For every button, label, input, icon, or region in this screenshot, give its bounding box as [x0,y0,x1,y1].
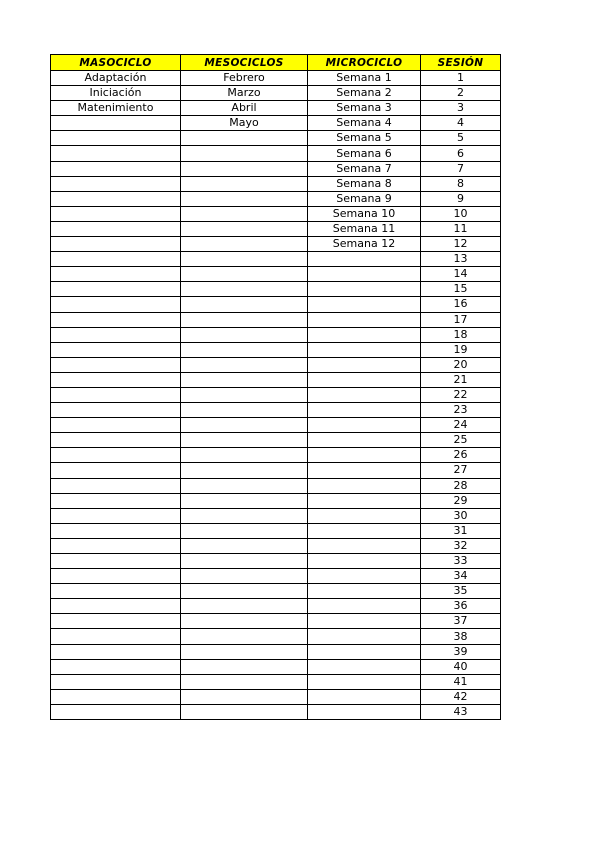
cell-mesociclo[interactable] [181,569,308,584]
cell-macrociclo[interactable] [51,252,181,267]
cell-microciclo[interactable] [308,689,421,704]
cell-microciclo[interactable] [308,674,421,689]
cell-microciclo[interactable]: Semana 10 [308,206,421,221]
cell-macrociclo[interactable] [51,372,181,387]
cell-macrociclo[interactable] [51,131,181,146]
table-row [51,206,501,221]
cell-sesion[interactable]: 8 [421,176,501,191]
cell-mesociclo[interactable] [181,704,308,719]
cell-sesion[interactable]: 3 [421,101,501,116]
table-row [51,71,501,86]
cell-sesion[interactable]: 21 [421,372,501,387]
cell-microciclo[interactable] [308,644,421,659]
cell-mesociclo[interactable] [181,221,308,236]
cell-sesion[interactable]: 20 [421,357,501,372]
cell-macrociclo[interactable] [51,463,181,478]
header-mesociclos[interactable]: MESOCICLOS [181,55,308,71]
cell-mesociclo[interactable] [181,674,308,689]
cell-mesociclo[interactable]: Abril [181,101,308,116]
cell-mesociclo[interactable] [181,252,308,267]
cell-mesociclo[interactable]: Febrero [181,71,308,86]
cell-macrociclo[interactable] [51,161,181,176]
cell-microciclo[interactable] [308,508,421,523]
cell-microciclo[interactable] [308,418,421,433]
cell-mesociclo[interactable] [181,282,308,297]
cell-sesion[interactable]: 24 [421,418,501,433]
cell-microciclo[interactable] [308,252,421,267]
cell-sesion[interactable]: 35 [421,584,501,599]
cell-microciclo[interactable] [308,448,421,463]
cell-mesociclo[interactable] [181,659,308,674]
cell-microciclo[interactable] [308,463,421,478]
cell-macrociclo[interactable] [51,478,181,493]
cell-sesion[interactable]: 27 [421,463,501,478]
cell-macrociclo[interactable] [51,403,181,418]
cell-mesociclo[interactable] [181,176,308,191]
cell-macrociclo[interactable] [51,312,181,327]
table-row [51,674,501,689]
cell-macrociclo[interactable] [51,191,181,206]
cell-mesociclo[interactable] [181,523,308,538]
cell-microciclo[interactable]: Semana 1 [308,71,421,86]
cell-mesociclo[interactable] [181,508,308,523]
cell-sesion[interactable]: 13 [421,252,501,267]
table-row [51,312,501,327]
cell-macrociclo[interactable] [51,448,181,463]
table-row [51,191,501,206]
cell-macrociclo[interactable] [51,493,181,508]
table-row [51,161,501,176]
table-row [51,116,501,131]
cell-mesociclo[interactable] [181,297,308,312]
cell-macrociclo[interactable] [51,433,181,448]
cell-macrociclo[interactable] [51,569,181,584]
cell-sesion[interactable]: 28 [421,478,501,493]
cell-mesociclo[interactable] [181,433,308,448]
cell-microciclo[interactable] [308,433,421,448]
cell-macrociclo[interactable]: Matenimiento [51,101,181,116]
cell-sesion[interactable]: 43 [421,704,501,719]
planning-table [50,54,501,720]
header-microciclo[interactable]: MICROCICLO [308,55,421,71]
cell-mesociclo[interactable] [181,191,308,206]
cell-mesociclo[interactable] [181,206,308,221]
cell-macrociclo[interactable] [51,554,181,569]
cell-mesociclo[interactable] [181,372,308,387]
cell-microciclo[interactable] [308,569,421,584]
cell-mesociclo[interactable] [181,161,308,176]
cell-mesociclo[interactable] [181,599,308,614]
cell-microciclo[interactable]: Semana 6 [308,146,421,161]
table-row [51,297,501,312]
cell-macrociclo[interactable] [51,342,181,357]
table-row [51,252,501,267]
cell-microciclo[interactable]: Semana 11 [308,221,421,236]
table-row [51,448,501,463]
cell-macrociclo[interactable] [51,629,181,644]
cell-macrociclo[interactable] [51,599,181,614]
table-row [51,372,501,387]
cell-macrociclo[interactable] [51,282,181,297]
cell-macrociclo[interactable] [51,116,181,131]
table-row [51,554,501,569]
table-row [51,463,501,478]
cell-macrociclo[interactable] [51,387,181,402]
cell-sesion[interactable]: 38 [421,629,501,644]
cell-mesociclo[interactable] [181,629,308,644]
cell-mesociclo[interactable] [181,403,308,418]
cell-sesion[interactable]: 36 [421,599,501,614]
cell-microciclo[interactable] [308,554,421,569]
cell-microciclo[interactable] [308,538,421,553]
cell-macrociclo[interactable] [51,237,181,252]
table-row [51,644,501,659]
cell-sesion[interactable]: 15 [421,282,501,297]
table-row [51,523,501,538]
cell-microciclo[interactable]: Semana 2 [308,86,421,101]
cell-macrociclo[interactable] [51,206,181,221]
cell-sesion[interactable]: 25 [421,433,501,448]
cell-mesociclo[interactable] [181,131,308,146]
cell-sesion[interactable]: 42 [421,689,501,704]
cell-sesion[interactable]: 26 [421,448,501,463]
cell-mesociclo[interactable] [181,448,308,463]
cell-sesion[interactable]: 23 [421,403,501,418]
cell-microciclo[interactable] [308,493,421,508]
table-header [51,55,501,71]
table-row [51,689,501,704]
table-row [51,433,501,448]
cell-sesion[interactable]: 29 [421,493,501,508]
cell-macrociclo[interactable] [51,584,181,599]
cell-sesion[interactable]: 37 [421,614,501,629]
cell-microciclo[interactable]: Semana 3 [308,101,421,116]
cell-macrociclo[interactable] [51,146,181,161]
table-row [51,569,501,584]
cell-sesion[interactable]: 9 [421,191,501,206]
table-row [51,86,501,101]
cell-mesociclo[interactable] [181,689,308,704]
cell-macrociclo[interactable] [51,644,181,659]
cell-microciclo[interactable]: Semana 8 [308,176,421,191]
cell-microciclo[interactable] [308,372,421,387]
header-sesion[interactable]: SESIÓN [421,55,501,71]
cell-sesion[interactable]: 2 [421,86,501,101]
cell-sesion[interactable]: 34 [421,569,501,584]
cell-microciclo[interactable]: Semana 5 [308,131,421,146]
cell-sesion[interactable]: 5 [421,131,501,146]
cell-microciclo[interactable] [308,387,421,402]
table-body [51,71,501,720]
header-masociclo[interactable]: MASOCICLO [51,55,181,71]
cell-microciclo[interactable] [308,478,421,493]
table-row [51,146,501,161]
cell-mesociclo[interactable] [181,584,308,599]
cell-mesociclo[interactable] [181,146,308,161]
cell-mesociclo[interactable] [181,493,308,508]
table-row [51,101,501,116]
cell-sesion[interactable]: 32 [421,538,501,553]
cell-sesion[interactable]: 1 [421,71,501,86]
cell-macrociclo[interactable] [51,614,181,629]
cell-microciclo[interactable] [308,403,421,418]
table-row [51,221,501,236]
cell-macrociclo[interactable] [51,538,181,553]
cell-sesion[interactable]: 12 [421,237,501,252]
table-row [51,327,501,342]
table-row [51,237,501,252]
cell-macrociclo[interactable] [51,674,181,689]
cell-microciclo[interactable]: Semana 9 [308,191,421,206]
cell-microciclo[interactable] [308,327,421,342]
cell-mesociclo[interactable] [181,267,308,282]
cell-microciclo[interactable] [308,629,421,644]
table-row [51,614,501,629]
cell-sesion[interactable]: 41 [421,674,501,689]
cell-sesion[interactable]: 14 [421,267,501,282]
cell-sesion[interactable]: 22 [421,387,501,402]
cell-mesociclo[interactable] [181,554,308,569]
cell-macrociclo[interactable]: Adaptación [51,71,181,86]
table-row [51,493,501,508]
cell-macrociclo[interactable] [51,297,181,312]
header-row [51,55,501,71]
cell-microciclo[interactable] [308,584,421,599]
cell-macrociclo[interactable] [51,704,181,719]
cell-mesociclo[interactable] [181,387,308,402]
table-row [51,267,501,282]
cell-macrociclo[interactable]: Iniciación [51,86,181,101]
cell-microciclo[interactable]: Semana 12 [308,237,421,252]
cell-microciclo[interactable] [308,523,421,538]
table-row [51,403,501,418]
cell-sesion[interactable]: 6 [421,146,501,161]
table-row [51,342,501,357]
cell-microciclo[interactable] [308,704,421,719]
table-row [51,176,501,191]
cell-mesociclo[interactable]: Mayo [181,116,308,131]
cell-microciclo[interactable] [308,599,421,614]
cell-macrociclo[interactable] [51,267,181,282]
table-row [51,538,501,553]
cell-mesociclo[interactable] [181,538,308,553]
cell-sesion[interactable]: 18 [421,327,501,342]
table-row [51,584,501,599]
cell-microciclo[interactable] [308,342,421,357]
table-row [51,704,501,719]
cell-macrociclo[interactable] [51,659,181,674]
cell-sesion[interactable]: 17 [421,312,501,327]
cell-microciclo[interactable] [308,659,421,674]
table-row [51,387,501,402]
table-row [51,599,501,614]
cell-sesion[interactable]: 7 [421,161,501,176]
table-row [51,282,501,297]
cell-microciclo[interactable] [308,282,421,297]
table-row [51,659,501,674]
cell-mesociclo[interactable] [181,237,308,252]
cell-sesion[interactable]: 4 [421,116,501,131]
cell-microciclo[interactable] [308,297,421,312]
cell-macrociclo[interactable] [51,508,181,523]
cell-microciclo[interactable]: Semana 4 [308,116,421,131]
cell-macrociclo[interactable] [51,327,181,342]
cell-mesociclo[interactable] [181,418,308,433]
cell-microciclo[interactable] [308,357,421,372]
cell-mesociclo[interactable] [181,644,308,659]
cell-sesion[interactable]: 11 [421,221,501,236]
cell-macrociclo[interactable] [51,689,181,704]
table-row [51,508,501,523]
cell-sesion[interactable]: 19 [421,342,501,357]
cell-mesociclo[interactable] [181,342,308,357]
cell-microciclo[interactable]: Semana 7 [308,161,421,176]
cell-macrociclo[interactable] [51,418,181,433]
cell-mesociclo[interactable] [181,463,308,478]
cell-sesion[interactable]: 31 [421,523,501,538]
cell-sesion[interactable]: 40 [421,659,501,674]
cell-macrociclo[interactable] [51,221,181,236]
cell-mesociclo[interactable] [181,327,308,342]
cell-mesociclo[interactable] [181,357,308,372]
table-row [51,131,501,146]
cell-microciclo[interactable] [308,614,421,629]
table-row [51,357,501,372]
table-row [51,418,501,433]
cell-microciclo[interactable] [308,312,421,327]
cell-macrociclo[interactable] [51,357,181,372]
cell-microciclo[interactable] [308,267,421,282]
cell-mesociclo[interactable] [181,478,308,493]
cell-sesion[interactable]: 39 [421,644,501,659]
cell-mesociclo[interactable] [181,312,308,327]
cell-sesion[interactable]: 10 [421,206,501,221]
cell-mesociclo[interactable]: Marzo [181,86,308,101]
cell-sesion[interactable]: 30 [421,508,501,523]
table-row [51,478,501,493]
cell-macrociclo[interactable] [51,523,181,538]
cell-sesion[interactable]: 16 [421,297,501,312]
cell-mesociclo[interactable] [181,614,308,629]
cell-sesion[interactable]: 33 [421,554,501,569]
cell-macrociclo[interactable] [51,176,181,191]
table-row [51,629,501,644]
